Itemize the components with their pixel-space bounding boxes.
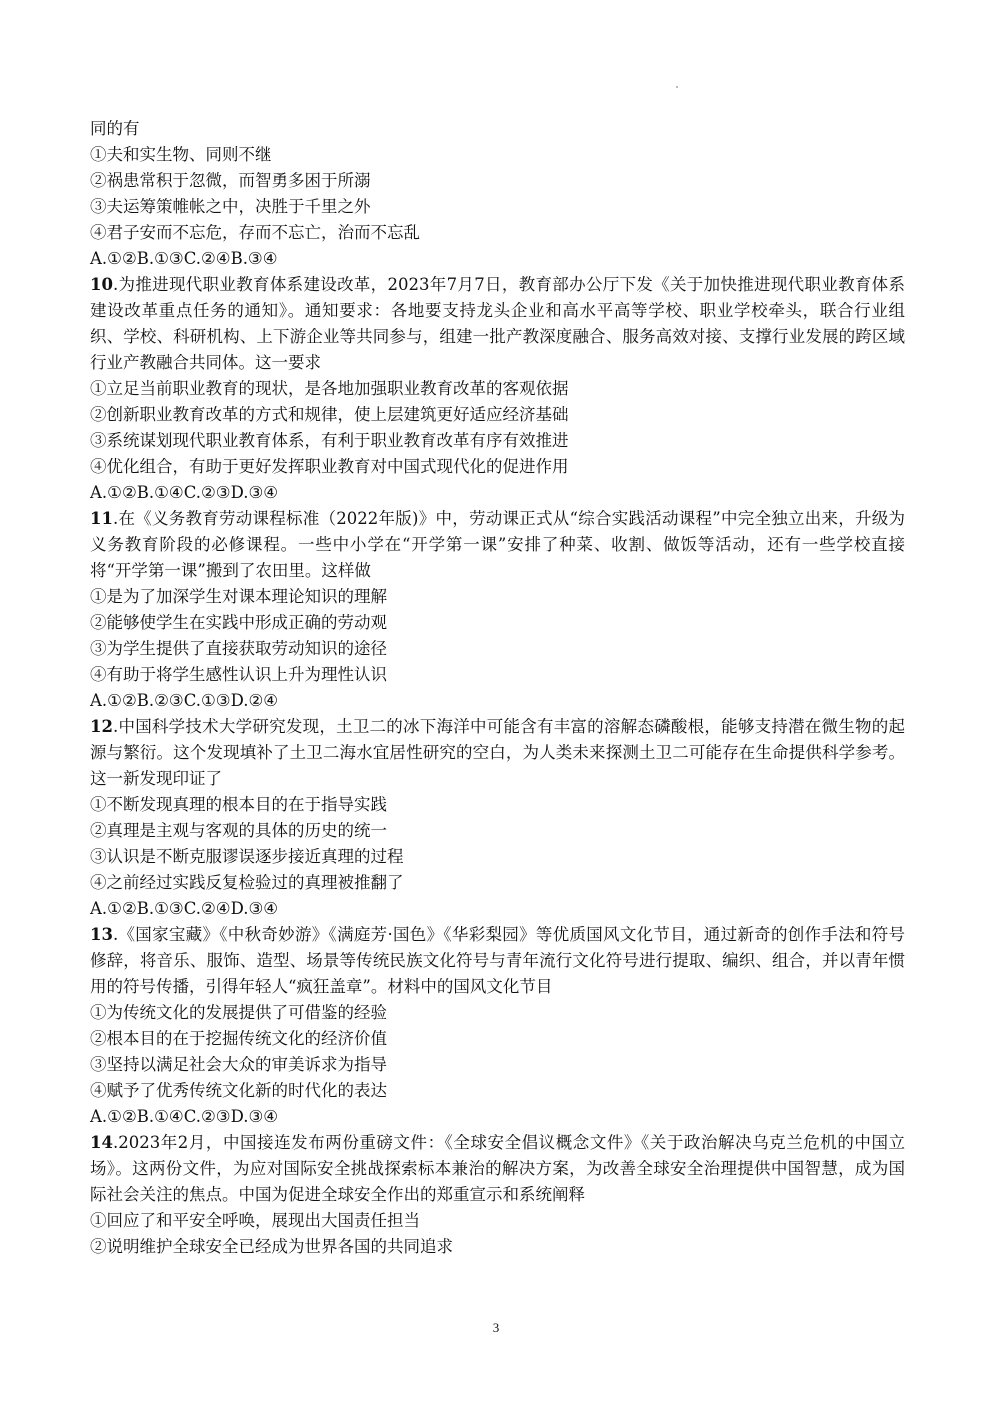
option-line: ④优化组合，有助于更好发挥职业教育对中国式现代化的促进作用: [90, 457, 569, 476]
option-line: ③为学生提供了直接获取劳动知识的途径: [90, 639, 387, 658]
option-line: ②真理是主观与客观的具体的历史的统一: [90, 821, 387, 840]
question-stem: [90, 922, 905, 1000]
answer-choices: A.①②B.①③C.②④D.③④: [90, 899, 279, 918]
answer-choices: A.①②B.①④C.②③D.③④: [90, 1107, 279, 1126]
answer-choices: A.①②B.②③C.①③D.②④: [90, 691, 279, 710]
option-line: ②祸患常积于忽微，而智勇多困于所溺: [90, 171, 371, 190]
question-9-fragment: [90, 116, 905, 272]
question-stem: [90, 272, 905, 376]
option-line: ③坚持以满足社会大众的审美诉求为指导: [90, 1055, 387, 1074]
option-line: ②根本目的在于挖掘传统文化的经济价值: [90, 1029, 387, 1048]
option-line: ①不断发现真理的根本目的在于指导实践: [90, 795, 387, 814]
question-13: [90, 922, 905, 1130]
question-number: 11: [90, 509, 113, 528]
question-text: .在《义务教育劳动课程标准（2022年版)》中，劳动课正式从“综合实践活动课程”中完全独立出来，升级为义务教育阶段的必修课程。一些中小学在“开学第一课”安排了种菜、收割、做饭等活动，还有一些学校直接将“开学第一课”搬到了农田里。这样做: [90, 509, 905, 580]
question-number: 13: [90, 925, 113, 944]
question-text: .2023年2月，中国接连发布两份重磅文件：《全球安全倡议概念文件》《关于政治解决乌克兰危机的中国立场》。这两份文件，为应对国际安全挑战探索标本兼治的解决方案，为改善全球安全治理提供中国智慧，成为国际社会关注的焦点。中国为促进全球安全作出的郑重宣示和系统阐释: [90, 1133, 905, 1204]
question-stem: [90, 714, 905, 792]
answer-choices: A.①②B.①③C.②④B.③④: [90, 249, 278, 268]
question-number: 14: [90, 1133, 113, 1152]
option-line: ①立足当前职业教育的现状，是各地加强职业教育改革的客观依据: [90, 379, 569, 398]
question-stem: [90, 1130, 905, 1208]
scan-speck: [676, 86, 678, 88]
option-line: ②能够使学生在实践中形成正确的劳动观: [90, 613, 387, 632]
question-stem: [90, 506, 905, 584]
option-line: ④君子安而不忘危，存而不忘亡，治而不忘乱: [90, 223, 420, 242]
option-line: ①回应了和平安全呼唤，展现出大国责任担当: [90, 1211, 420, 1230]
option-line: ③系统谋划现代职业教育体系，有利于职业教育改革有序有效推进: [90, 431, 569, 450]
question-text: .为推进现代职业教育体系建设改革，2023年7月7日，教育部办公厅下发《关于加快推进现代职业教育体系建设改革重点任务的通知》。通知要求：各地要支持龙头企业和高水平高等学校、职业学校牵头，联合行业组织、学校、科研机构、上下游企业等共同参与，组建一批产教深度融合、服务高效对接、支撑行业发展的跨区域行业产教融合共同体。这一要求: [90, 275, 905, 372]
option-line: ②说明维护全球安全已经成为世界各国的共同追求: [90, 1237, 453, 1256]
option-line: ①是为了加深学生对课本理论知识的理解: [90, 587, 387, 606]
option-line: ③认识是不断克服谬误逐步接近真理的过程: [90, 847, 404, 866]
question-10: [90, 272, 905, 506]
option-line: ④有助于将学生感性认识上升为理性认识: [90, 665, 387, 684]
question-12: [90, 714, 905, 922]
option-line: ①为传统文化的发展提供了可借鉴的经验: [90, 1003, 387, 1022]
page-number: 3: [492, 1320, 500, 1335]
question-11: [90, 506, 905, 714]
question-number: 12: [90, 717, 113, 736]
option-line: ④赋予了优秀传统文化新的时代化的表达: [90, 1081, 387, 1100]
question-number: 10: [90, 275, 113, 294]
option-line: ③夫运筹策帷帐之中，决胜于千里之外: [90, 197, 371, 216]
answer-choices: A.①②B.①④C.②③D.③④: [90, 483, 279, 502]
question-text: .中国科学技术大学研究发现，土卫二的冰下海洋中可能含有丰富的溶解态磷酸根，能够支持潜在微生物的起源与繁衍。这个发现填补了土卫二海水宜居性研究的空白，为人类未来探测土卫二可能存在生命提供科学参考。这一新发现印证了: [90, 717, 905, 788]
option-line: ②创新职业教育改革的方式和规律，使上层建筑更好适应经济基础: [90, 405, 569, 424]
option-line: ④之前经过实践反复检验过的真理被推翻了: [90, 873, 404, 892]
stem-tail: 同的有: [90, 119, 140, 138]
question-text: .《国家宝藏》《中秋奇妙游》《满庭芳·国色》《华彩梨园》等优质国风文化节目，通过新奇的创作手法和符号修辞，将音乐、服饰、造型、场景等传统民族文化符号与青年流行文化符号进行提取、编织、组合，并以青年惯用的符号传播，引得年轻人“疯狂盖章”。材料中的国风文化节目: [90, 925, 905, 996]
document-body: [90, 116, 905, 1260]
option-line: ①夫和实生物、同则不继: [90, 145, 272, 164]
question-14: [90, 1130, 905, 1260]
